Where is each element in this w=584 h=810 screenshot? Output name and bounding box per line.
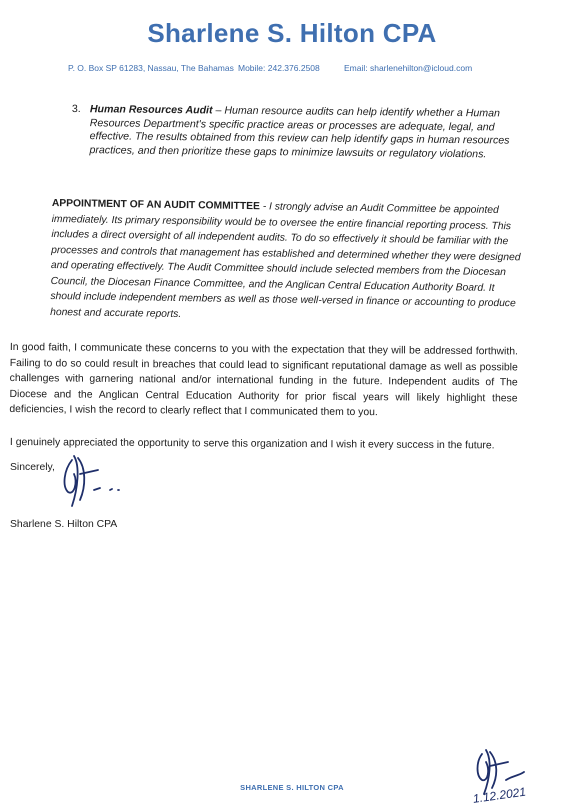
item-number: 3. — [71, 103, 81, 116]
hr-audit-item — [71, 103, 527, 162]
letterhead-address: P. O. Box SP 61283, Nassau, The Bahamas — [68, 63, 234, 73]
letterhead-email: Email: sharlenehilton@icloud.com — [344, 63, 473, 73]
audit-committee-text: - I strongly advise an Audit Committee be appointed immediately. Its primary responsibility would be to oversee the entire financial reporting process. This includes a direct oversight of all independent audits. To do so effectively it should be familiar with the processes and controls that management has established and determined whether they were designed and operating effectively. The Audit Committee should include selected members from the Diocesan Council, the Diocesan Finance Committee, and the Anglican Central Education Authority Board. It should include independent members as well as those well-versed in finance or accounting to produce honest and accurate reports. — [50, 201, 521, 320]
salutation: Sincerely, — [10, 462, 55, 473]
letterhead-name: Sharlene S. Hilton CPA — [147, 18, 437, 48]
footer-name: SHARLENE S. HILTON CPA — [240, 783, 344, 792]
appreciation-paragraph: I genuinely appreciated the opportunity to serve this organization and I wish it every success in the future. — [9, 436, 495, 452]
letterhead-mobile: Mobile: 242.376.2508 — [238, 63, 320, 73]
handwritten-date: 1.12.2021 — [472, 784, 527, 806]
hr-audit-heading: Human Resources Audit — [89, 103, 213, 117]
audit-committee-section — [50, 196, 522, 327]
hr-audit-body — [89, 103, 527, 162]
hr-audit-text: – Human resource audits can help identify whether a Human Resources Department's specific practice areas or processes are adequate, legal, and effective. The results obtained from this review can help identify gaps in human resources practices, and then prioritize these gaps to minimize lawsuits or regulatory violations. — [89, 104, 510, 161]
handwritten-signature — [58, 452, 130, 508]
audit-committee-heading: APPOINTMENT OF AN AUDIT COMMITTEE — [51, 197, 260, 213]
signer-name: Sharlene S. Hilton CPA — [10, 519, 118, 530]
good-faith-paragraph: In good faith, I communicate these concerns to you with the expectation that they will be addressed forthwith. Failing to do so could result in breaches that could lead to significant reputational damage as well as possible challenges with garnering national and/or international funding in the future. Independent audits of The Diocese and the Anglican Central Education Authority for prior fiscal years will likely highlight these deficiencies, I wish the record to clearly reflect that I communicated them to you. — [9, 341, 518, 419]
